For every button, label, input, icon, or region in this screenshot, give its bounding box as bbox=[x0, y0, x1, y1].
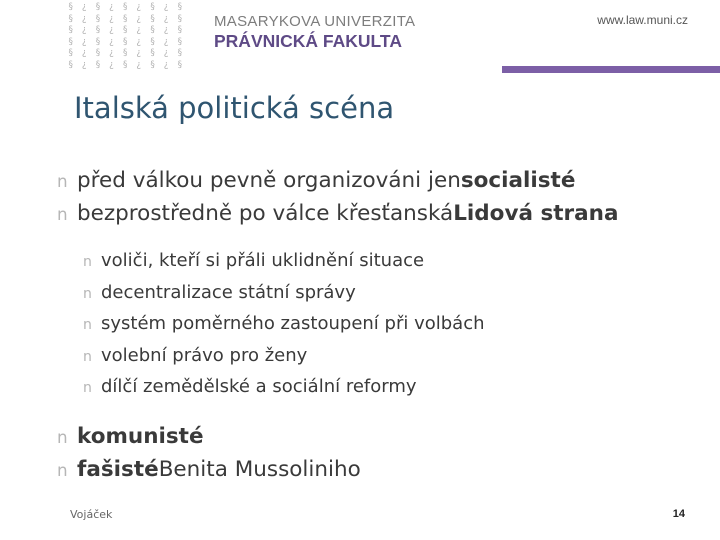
bullet-icon: n bbox=[57, 171, 68, 191]
faculty-logo-pattern: § ¿ § ¿ § ¿ § ¿ § § ¿ § ¿ § ¿ § ¿ § § ¿ § ¿ § ¿ § ¿ § § ¿ § ¿ § ¿ § ¿ § § ¿ § ¿ § ¿ § ¿ § § ¿ § ¿ § ¿ § ¿ § bbox=[68, 2, 184, 70]
slide-title: Italská politická scéna bbox=[74, 91, 395, 125]
bullet-item bbox=[57, 457, 707, 490]
bullet-emphasis: komunisté bbox=[77, 423, 204, 449]
university-name: MASARYKOVA UNIVERZITA bbox=[214, 13, 416, 30]
bullet-emphasis: Lidová strana bbox=[453, 201, 619, 226]
bullet-item bbox=[57, 424, 707, 457]
bullet-emphasis: socialisté bbox=[460, 168, 576, 193]
bullet-icon: n bbox=[83, 380, 92, 396]
sub-bullet-item bbox=[57, 345, 707, 377]
sub-bullet-item bbox=[57, 376, 707, 408]
sub-bullet-item bbox=[57, 282, 707, 314]
bullet-icon: n bbox=[83, 317, 92, 333]
bullet-icon: n bbox=[83, 254, 92, 270]
bullet-icon: n bbox=[57, 204, 68, 224]
sub-bullet-text: dílčí zemědělské a sociální reformy bbox=[101, 376, 417, 397]
bullet-text: bezprostředně po válce křesťanská bbox=[77, 201, 454, 226]
bullet-icon: n bbox=[57, 426, 68, 447]
sub-bullet-text: systém poměrného zastoupení při volbách bbox=[101, 313, 485, 334]
bullet-icon: n bbox=[57, 459, 68, 480]
slide-content bbox=[57, 168, 707, 490]
bullet-text: Benita Mussoliniho bbox=[158, 456, 361, 482]
sub-bullet-item bbox=[57, 250, 707, 282]
sub-bullet-item bbox=[57, 313, 707, 345]
bullet-item bbox=[57, 201, 707, 234]
page-number: 14 bbox=[672, 508, 685, 520]
header-accent-bar bbox=[502, 66, 720, 73]
sub-bullet-text: decentralizace státní správy bbox=[101, 281, 356, 303]
bullet-icon: n bbox=[83, 285, 92, 302]
faculty-name: PRÁVNICKÁ FAKULTA bbox=[214, 31, 402, 51]
website-url[interactable]: www.law.muni.cz bbox=[597, 13, 688, 27]
sub-bullet-text: volební právo pro ženy bbox=[101, 344, 308, 366]
footer-author: Vojáček bbox=[70, 508, 113, 521]
bullet-icon: n bbox=[83, 348, 92, 365]
bullet-text: před válkou pevně organizováni jen bbox=[77, 168, 461, 193]
bullet-emphasis: fašisté bbox=[77, 456, 159, 482]
bullet-item bbox=[57, 168, 707, 201]
sub-bullet-text: voliči, kteří si přáli uklidnění situace bbox=[101, 250, 425, 271]
